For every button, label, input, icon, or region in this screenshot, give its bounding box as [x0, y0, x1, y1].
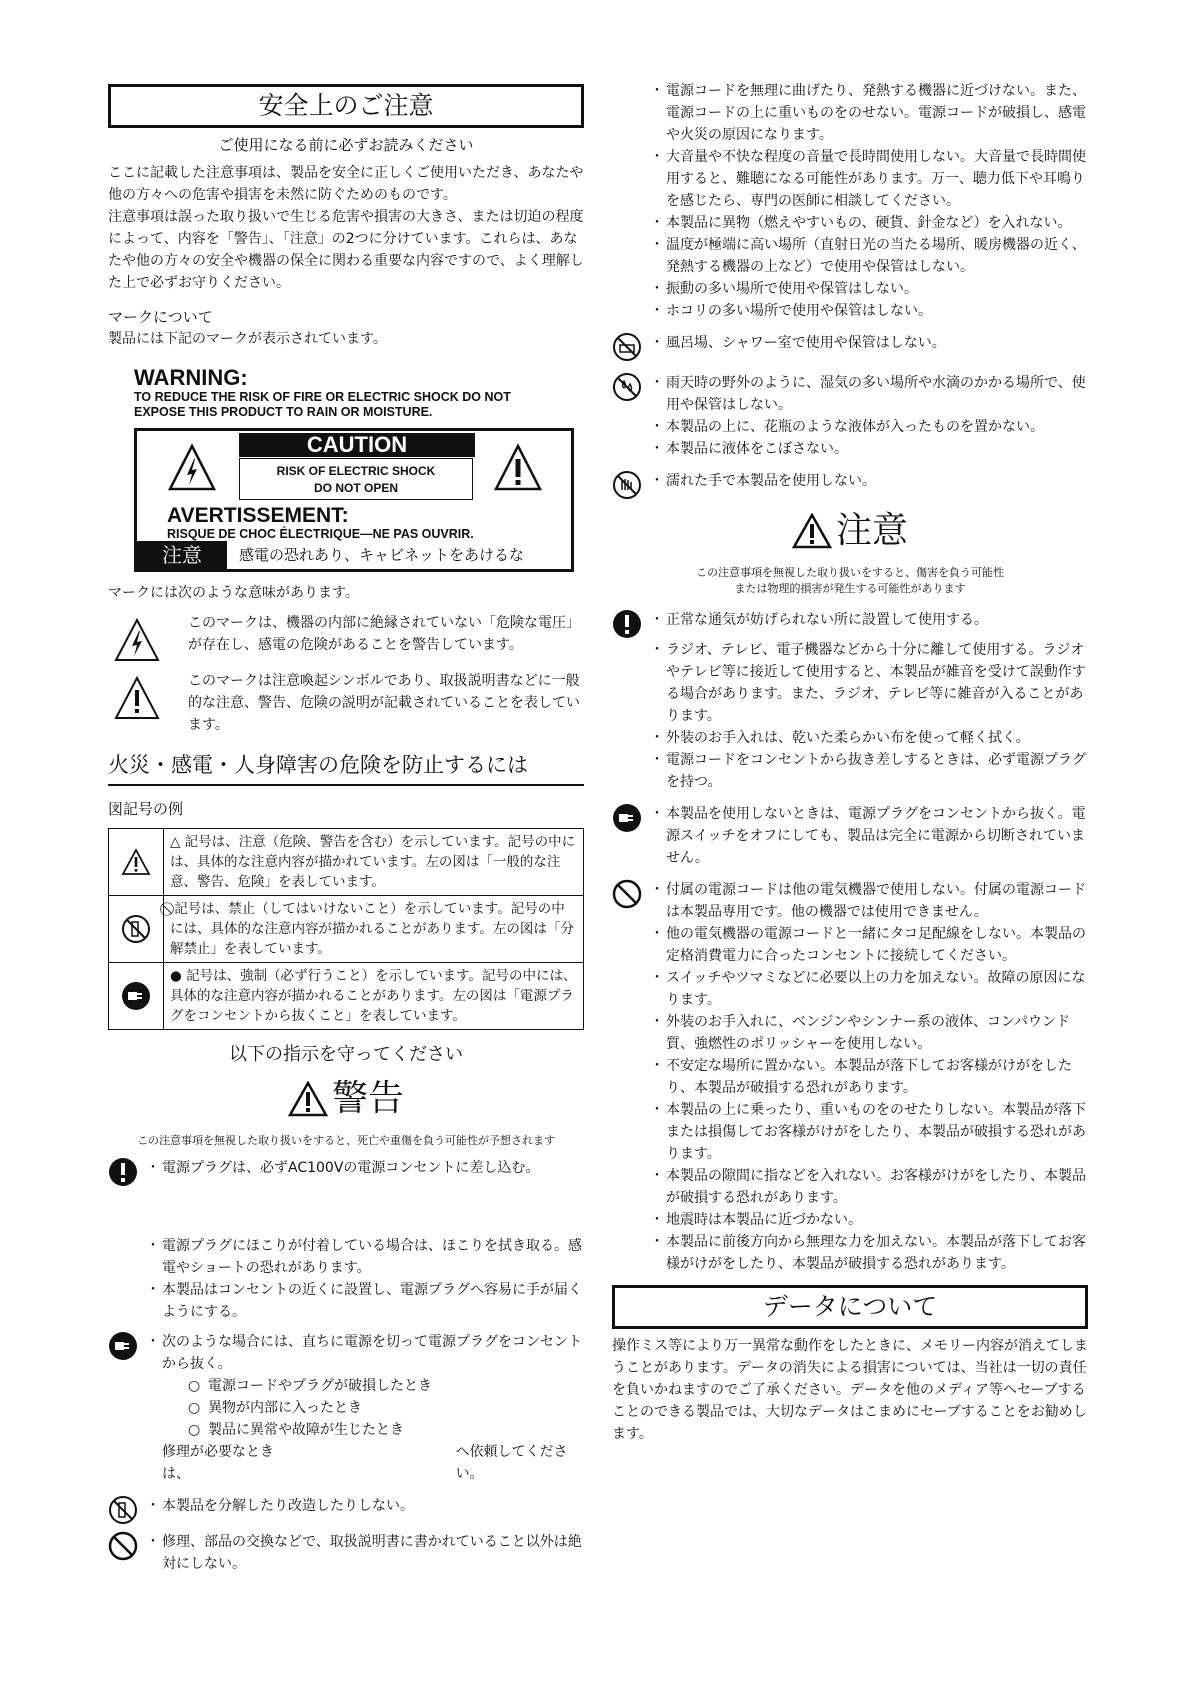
c-item-b5: ・ 不安定な場所に置かない。本製品が落下してお客様がけがをしたり、本製品が破損する恐れがあります。: [650, 1058, 1072, 1096]
mandatory-icon: [612, 609, 650, 639]
c-item-b2: ・ 他の電気機器の電源コードと一緒にタコ足配線をしない。本製品の定格消費電力に合ったコンセントに接続してください。: [650, 926, 1086, 964]
warning-label: [134, 366, 574, 572]
c-item-1: ・ 正常な通気が妨げられない所に設置して使用する。: [612, 609, 1088, 639]
c-item-b4: ・ 外装のお手入れに、ベンジンやシンナー系の液体、コンパウンド質、強燃性のポリッシャーを使用しない。: [650, 1014, 1070, 1052]
c-item-b1: ・ 付属の電源コードは他の電気機器で使用しない。付属の電源コードは本製品専用です。他の機器では使用できません。: [612, 879, 1088, 923]
no-wet-hands-icon: [612, 470, 650, 500]
warning-big-text: 警告: [331, 1078, 404, 1119]
caution-note-2: または物理的損害が発生する可能性があります: [734, 582, 966, 595]
mark-meaning-intro: マークには次のような意味があります。: [108, 585, 359, 601]
r-rain-item-3: ・ 本製品に液体をこぼさない。: [650, 441, 848, 457]
c-item-3: ・ 外装のお手入れは、乾いた柔らかい布を使って軽く拭く。: [650, 730, 1030, 746]
table-row: [109, 896, 584, 963]
caution-bar: CAUTION: [239, 433, 475, 457]
warning-item-5: ・ 本製品を分解したり改造したりしない。: [108, 1495, 584, 1525]
page-title: 安全上のご注意: [108, 84, 584, 128]
r-item-1: ・ 電源コードを無理に曲げたり、発熱する機器に近づけない。また、電源コードの上に重いものをのせない。電源コードが破損し、感電や火災の原因になります。: [650, 83, 1086, 143]
exclamation-triangle-icon: [108, 670, 188, 736]
no-bath-icon: [612, 332, 650, 362]
table-row: [109, 963, 584, 1030]
mark-meaning-2: このマークは注意喚起シンボルであり、取扱説明書などに一般的な注意、警告、危険の説明が記載されていることを表しています。: [188, 673, 580, 733]
mark-meaning-1: このマークは、機器の内部に絶縁されていない「危険な電圧」が存在し、感電の危険があることを警告しています。: [188, 615, 580, 653]
c-unplug-item: ・ 本製品を使用しないときは、電源プラグをコンセントから抜く。電源スイッチをオフにしても、製品は完全に電源から切断されていません。: [612, 803, 1088, 869]
sub-item-3: ○ 製品に異常や故障が生じたとき: [188, 1422, 404, 1438]
unplug-icon: [109, 963, 164, 1030]
caution-big-text: 注意: [835, 510, 908, 551]
r-item-5: ・ 振動の多い場所で使用や保管はしない。: [650, 281, 918, 297]
r-wet-item: ・ 濡れた手で本製品を使用しない。: [612, 470, 1088, 500]
risque-text: RISQUE DE CHOC ÉLECTRIQUE—NE PAS OUVRIR.: [167, 527, 474, 541]
mandatory-icon: [108, 1157, 146, 1187]
intro-paragraph-2: 注意事項は誤った取り扱いで生じる危害や損害の大きさ、または切迫の程度によって、内容を「警告」、「注意」の2つに分けています。これらは、あなたや他の方々の安全や機器の保全に関わる重要な内容ですので、よく理解した上で必ずお守りください。: [108, 209, 584, 291]
symbol-heading: 図記号の例: [108, 800, 184, 818]
caution-note-1: この注意事項を無視した取り扱いをすると、傷害を負う可能性: [696, 566, 1004, 579]
caution-big-heading: [612, 508, 1088, 561]
c-item-2: ・ ラジオ、テレビ、電子機器などから十分に離して使用する。ラジオやテレビ等に接近して使用すると、本製品が雑音を受けて誤動作する場合があります。また、ラジオ、テレビ等に雑音が入ることがあります。: [650, 642, 1086, 724]
warning-big-heading: [108, 1076, 584, 1129]
warning-heading: WARNING:: [134, 365, 248, 390]
caution-symbol-icon: [109, 829, 164, 896]
chui-bar: [137, 541, 571, 569]
lightning-warning-icon: [167, 443, 217, 493]
sub-item-2: ○ 異物が内部に入ったとき: [188, 1400, 362, 1416]
symbol-table: [108, 828, 584, 1030]
no-disassemble-icon: [109, 896, 164, 963]
caution-box: [134, 428, 574, 572]
subtitle: ご使用になる前に必ずお読みください: [218, 136, 474, 154]
section-title: 火災・感電・人身障害の危険を防止するには: [108, 750, 584, 786]
symbol-desc-mandatory: ● 記号は、強制（必ず行うこと）を示しています。記号の中には、具体的な注意内容が描かれることがあります。左の図は「電源プラグをコンセントから抜くこと」を表しています。: [164, 963, 584, 1030]
r-rain-item-1: ・ 雨天時の野外のように、湿気の多い場所や水滴のかかる場所で、使用や保管はしない。: [612, 372, 1088, 416]
c-item-b7: ・ 本製品の隙間に指などを入れない。お客様がけがをしたり、本製品が破損する恐れがあります。: [650, 1168, 1086, 1206]
left-column: [108, 84, 584, 1575]
no-disassemble-icon: [108, 1495, 146, 1525]
risk-line-1: RISK OF ELECTRIC SHOCK: [276, 464, 436, 478]
right-column: [612, 80, 1088, 1445]
warning-sub-1: TO REDUCE THE RISK OF FIRE OR ELECTRIC SHOCK DO NOT: [134, 390, 511, 404]
prohibit-icon: [612, 879, 650, 923]
chui-text: 感電の恐れあり、キャビネットをあけるな: [239, 546, 525, 564]
chui-label: 注意: [137, 541, 227, 569]
symbol-desc-caution: △ 記号は、注意（危険、警告を含む）を示しています。記号の中には、具体的な注意内容が描かれています。左の図は「一般的な注意、警告、危険」を表しています。: [164, 829, 584, 896]
risk-line-2: DO NOT OPEN: [313, 481, 398, 495]
c-item-b6: ・ 本製品の上に乗ったり、重いものをのせたりしない。本製品が落下または損傷してお客様がけがをしたり、本製品が破損する恐れがあります。: [650, 1102, 1086, 1162]
intro-paragraph-1: ここに記載した注意事項は、製品を安全に正しくご使用いただき、あなたや他の方々への危害や損害を未然に防ぐためのものです。: [108, 165, 584, 203]
unplug-icon: [612, 803, 650, 869]
no-water-icon: [612, 372, 650, 416]
r-item-4: ・ 温度が極端に高い場所（直射日光の当たる場所、暖房機器の近く、発熱する機器の上など）で使用や保管はしない。: [650, 237, 1086, 275]
mark-meaning-row-2: [108, 670, 584, 736]
warning-item-3: ・ 本製品はコンセントの近くに設置し、電源プラグへ容易に手が届くようにする。: [146, 1282, 582, 1320]
c-item-b9: ・ 本製品に前後方向から無理な力を加えない。本製品が落下してお客様がけがをしたり、本製品が破損する恐れがあります。: [650, 1234, 1086, 1272]
r-item-2: ・ 大音量や不快な程度の音量で長時間使用しない。大音量で長時間使用すると、難聴になる可能性があります。万一、聴力低下や耳鳴りを感じたら、専門の医師に相談してください。: [650, 149, 1086, 209]
sub-item-1: ○ 電源コードやプラグが破損したとき: [188, 1378, 432, 1394]
warning-item-6: ・ 修理、部品の交換などで、取扱説明書に書かれていること以外は絶対にしない。: [108, 1531, 584, 1575]
data-title: データについて: [612, 1285, 1088, 1329]
caution-triangle-icon: [792, 513, 832, 549]
avertissement: AVERTISSEMENT:: [167, 504, 349, 527]
warning-item-2: ・ 電源プラグにほこりが付着している場合は、ほこりを拭き取る。感電やショートの恐れがあります。: [146, 1238, 582, 1276]
warning-triangle-icon: [288, 1081, 328, 1117]
warning-item-1: ・ 電源プラグは、必ずAC100Vの電源コンセントに差し込む。: [108, 1157, 584, 1187]
data-text: 操作ミス等により万一異常な動作をしたときに、メモリー内容が消えてしまうことがあります。データの消失による損害については、当社は一切の責任を負いかねますのでご了承ください。データを他のメディア等へセーブすることのできる製品では、大切なデータはこまめにセーブすることをお勧めします。: [612, 1338, 1088, 1442]
risk-box: [239, 458, 473, 500]
c-item-b8: ・ 地震時は本製品に近づかない。: [650, 1212, 862, 1228]
prohibit-icon: [108, 1531, 146, 1575]
c-item-b3: ・ スイッチやツマミなどに必要以上の力を加えない。故障の原因になります。: [650, 970, 1086, 1008]
mark-heading: マークについて: [108, 308, 213, 326]
warning-note: この注意事項を無視した取り扱いをすると、死亡や重傷を負う可能性が予想されます: [137, 1134, 555, 1147]
mark-meaning-row-1: [108, 612, 584, 662]
c-item-4: ・ 電源コードをコンセントから抜き差しするときは、必ず電源プラグを持つ。: [650, 752, 1086, 790]
warning-sub-2: EXPOSE THIS PRODUCT TO RAIN OR MOISTURE.: [134, 405, 433, 419]
r-bath-item: ・ 風呂場、シャワー室で使用や保管はしない。: [612, 332, 1088, 362]
repair-line: 修理が必要なときは、 へ依頼してください。: [162, 1444, 568, 1482]
table-row: [109, 829, 584, 896]
unplug-icon: [108, 1331, 146, 1375]
instructions-heading: 以下の指示を守ってください: [229, 1044, 463, 1065]
symbol-desc-prohibit: ⃠ 記号は、禁止（してはいけないこと）を示しています。記号の中には、具体的な注意内容が描かれることがあります。左の図は「分解禁止」を表しています。: [164, 896, 584, 963]
warning-item-4: ・ 次のような場合には、直ちに電源を切って電源プラグをコンセントから抜く。: [108, 1331, 584, 1375]
mark-intro: 製品には下記のマークが表示されています。: [108, 331, 387, 347]
exclamation-warning-icon: [493, 443, 543, 493]
r-item-6: ・ ホコリの多い場所で使用や保管はしない。: [650, 303, 932, 319]
r-rain-item-2: ・ 本製品の上に、花瓶のような液体が入ったものを置かない。: [650, 419, 1044, 435]
lightning-triangle-icon: [108, 612, 188, 662]
r-item-3: ・ 本製品に異物（燃えやすいもの、硬貨、針金など）を入れない。: [650, 215, 1072, 231]
